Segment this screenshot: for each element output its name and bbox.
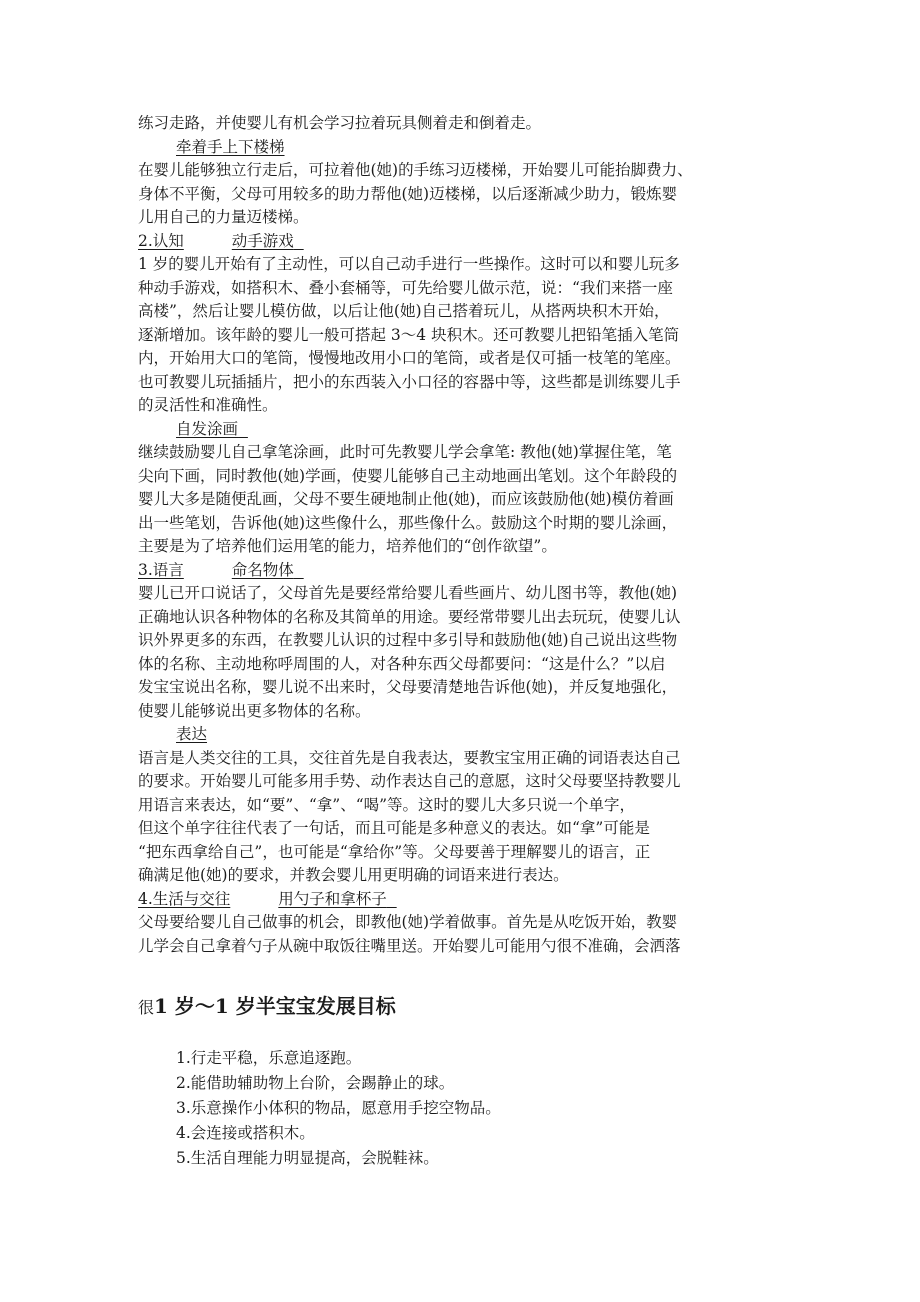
paragraph-line: 婴儿大多是随便乱画，父母不要生硬地制止他(她)，而应该鼓励他(她)模仿着画 (138, 490, 674, 508)
paragraph-line: 主要是为了培养他们运用笔的能力，培养他们的“创作欲望”。 (138, 537, 557, 555)
article-body (138, 112, 786, 958)
paragraph-line: 逐渐增加。该年龄的婴儿一般可搭起 3～4 块积木。还可教婴儿把铅笔插入笔筒 (138, 325, 680, 344)
paragraph-line: 在婴儿能够独立行走后，可拉着他(她)的手练习迈楼梯，开始婴儿可能抬脚费力、 (138, 161, 693, 179)
goal-item: 5.生活自理能力明显提高，会脱鞋袜。 (176, 1149, 439, 1167)
paragraph-line: 身体不平衡，父母可用较多的助力帮他(她)迈楼梯，以后逐渐减少助力，锻炼婴 (138, 184, 678, 203)
paragraph-line: 高楼”，然后让婴儿模仿做，以后让他(她)自己搭着玩儿，从搭两块积木开始， (138, 302, 670, 320)
paragraph-line: 但这个单字往往代表了一句话，而且可能是多种意义的表达。如“拿”可能是 (138, 819, 650, 837)
paragraph-line: 确满足他(她)的要求，并教会婴儿用更明确的词语来进行表达。 (138, 866, 569, 884)
paragraph-line: 继续鼓励婴儿自己拿笔涂画，此时可先教婴儿学会拿笔: 教他(她)掌握住笔，笔 (138, 443, 672, 461)
paragraph-line: “把东西拿给自己”，也可能是“拿给你”等。父母要善于理解婴儿的语言，正 (138, 842, 651, 861)
paragraph-line: 的灵活性和准确性。 (138, 396, 278, 414)
subheading-stairs: 牵着手上下楼梯 (176, 137, 285, 156)
paragraph-line: 儿用自己的力量迈楼梯。 (138, 208, 309, 226)
paragraph-line: 发宝宝说出名称，婴儿说不出来时，父母要清楚地告诉他(她)，并反复地强化， (138, 678, 678, 696)
paragraph-line: 用语言来表达，如“要”、“拿”、“喝”等。这时的婴儿大多只说一个单字， (138, 795, 636, 814)
paragraph-line: 父母要给婴儿自己做事的机会，即教他(她)学着做事。首先是从吃饭开始，教婴 (138, 913, 678, 931)
paragraph-line: 使婴儿能够说出更多物体的名称。 (138, 701, 371, 720)
goal-item: 3.乐意操作小体积的物品，愿意用手挖空物品。 (176, 1099, 501, 1117)
section-heading-daily-life: 4.生活与交往 用勺子和拿杯子 (138, 889, 387, 908)
goal-item: 4.会连接或搭积木。 (176, 1124, 315, 1142)
paragraph-line: 婴儿已开口说话了，父母首先是要经常给婴儿看些画片、幼儿图书等，教他(她) (138, 584, 678, 602)
paragraph-line: 儿学会自己拿着勺子从碗中取饭往嘴里送。开始婴儿可能用勺很不准确，会洒落 (138, 936, 681, 955)
paragraph-line: 尖向下画，同时教他(她)学画，使婴儿能够自己主动地画出笔划。这个年龄段的 (138, 466, 678, 485)
subheading-drawing: 自发涂画 (176, 419, 239, 438)
paragraph-line: 1 岁的婴儿开始有了主动性，可以自己动手进行一些操作。这时可以和婴儿玩多 (138, 255, 680, 273)
paragraph-line: 语言是人类交往的工具，交往首先是自我表达，要教宝宝用正确的词语表达自己 (138, 748, 681, 767)
goals-list (176, 1046, 501, 1171)
paragraph-line: 内，开始用大口的笔筒，慢慢地改用小口的笔筒，或者是仅可插一枝笔的笔座。 (138, 349, 681, 367)
section-heading-cognition: 2.认知 动手游戏 (138, 231, 294, 250)
paragraph-line: 也可教婴儿玩插插片，把小的东西装入小口径的容器中等，这些都是训练婴儿手 (138, 372, 681, 391)
paragraph-line: 练习走路，并使婴儿有机会学习拉着玩具侧着走和倒着走。 (138, 114, 542, 132)
paragraph-line: 体的名称、主动地称呼周围的人，对各种东西父母都要问：“这是什么？”以启 (138, 654, 666, 673)
goal-item: 1.行走平稳，乐意追逐跑。 (176, 1049, 362, 1067)
goal-item: 2.能借助辅助物上台阶，会踢静止的球。 (176, 1074, 455, 1092)
section-heading-language: 3.语言 命名物体 (138, 560, 294, 579)
paragraph-line: 种动手游戏，如搭积木、叠小套桶等，可先给婴儿做示范，说：“我们来搭一座 (138, 278, 673, 297)
paragraph-line: 的要求。开始婴儿可能多用手势、动作表达自己的意愿，这时父母要坚持教婴儿 (138, 772, 681, 790)
paragraph-line: 正确地认识各种物体的名称及其简单的用途。要经常带婴儿出去玩玩，使婴儿认 (138, 607, 681, 626)
paragraph-line: 出一些笔划，告诉他(她)这些像什么，那些像什么。鼓励这个时期的婴儿涂画， (138, 513, 678, 532)
subheading-expression: 表达 (176, 725, 208, 743)
goals-heading: 很1 岁～1 岁半宝宝发展目标 (138, 994, 396, 1018)
paragraph-line: 识外界更多的东西，在教婴儿认识的过程中多引导和鼓励他(她)自己说出这些物 (138, 631, 678, 649)
